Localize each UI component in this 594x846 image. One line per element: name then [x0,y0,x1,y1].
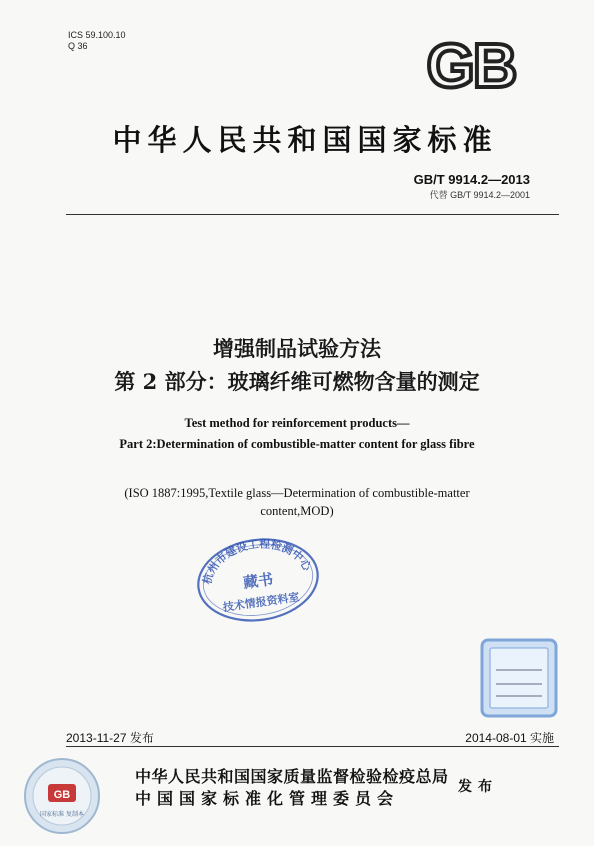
svg-text:藏书: 藏书 [242,569,275,592]
replaces-standard: 代替 GB/T 9914.2—2001 [429,190,530,200]
issue-date: 2013-11-27 发布 [66,731,154,745]
ics-code: ICS 59.100.10 [68,30,126,40]
english-title-line1: Test method for reinforcement products— [184,416,410,430]
publish-label: 发布 [458,779,498,795]
library-seal-stamp [192,534,324,622]
standard-number-block [414,172,530,201]
ccs-code: Q 36 [68,41,88,51]
issuer-line1: 中华人民共和国国家质量监督检验检疫总局 [135,767,449,786]
iso-reference-line2: content,MOD) [260,504,334,518]
standard-number: GB/T 9914.2—2013 [413,172,530,187]
svg-text:杭州市建设工程检测中心: 杭州市建设工程检测中心 [200,537,314,586]
classification-codes [68,30,126,52]
english-title-line2: Part 2:Determination of combustible-matter content for glass fibre [119,437,475,451]
chinese-title-line1: 增强制品试验方法 [213,336,381,361]
implementation-date: 2014-08-01 实施 [465,731,554,745]
footer-divider [66,746,559,747]
national-standard-title: 中华人民共和国国家标准 [112,123,498,157]
certification-stamp [480,638,558,718]
header-divider [66,214,559,215]
iso-reference-line1: (ISO 1887:1995,Textile glass—Determination of combustible-matter [124,486,470,500]
chinese-title-line2: 第 2 部分：玻璃纤维可燃物含量的测定 [114,369,480,394]
national-standard-emblem [22,756,102,836]
svg-text:GB: GB [426,35,516,93]
svg-text:GB: GB [53,789,71,801]
issuer-line2: 中国国家标准化管理委员会 [135,789,400,808]
svg-text:国家标准 复制本: 国家标准 复制本 [40,811,84,818]
svg-text:技术情报资料室: 技术情报资料室 [222,590,301,615]
gb-logo [412,35,530,93]
